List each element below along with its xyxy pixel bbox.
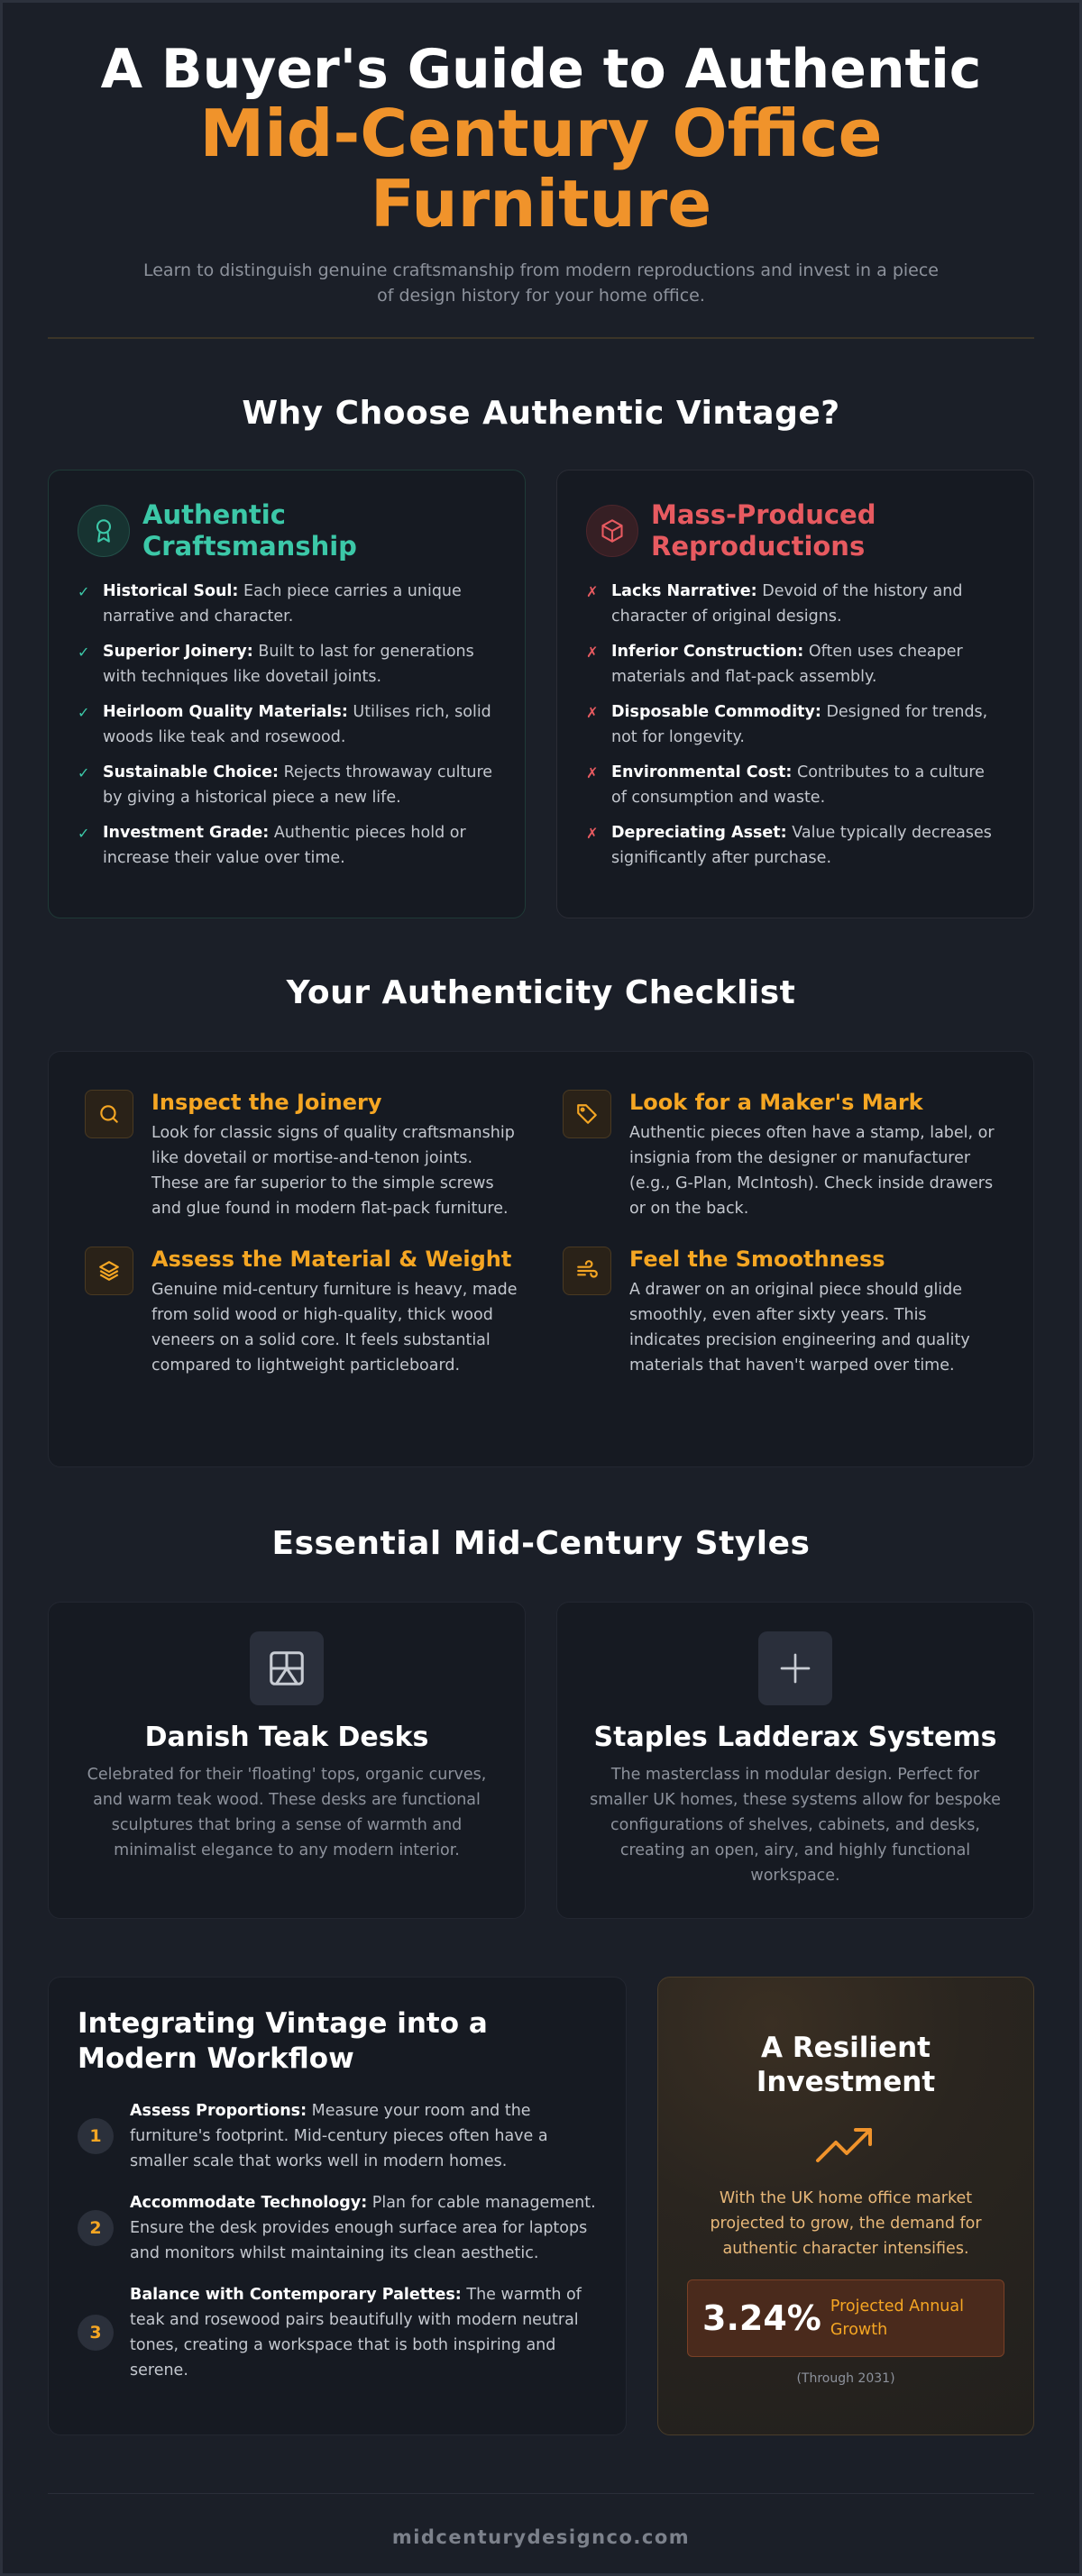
authentic-card (48, 470, 526, 918)
list-item (78, 760, 496, 810)
checklist-item (563, 1247, 997, 1378)
workflow-step (78, 2282, 597, 2383)
workflow-title: Integrating Vintage into a Modern Workflow (78, 2007, 488, 2076)
step-lead: Assess Proportions: (130, 2101, 307, 2120)
item-lead: Sustainable Choice: (103, 763, 279, 781)
step-lead: Balance with Contemporary Palettes: (130, 2285, 462, 2304)
checklist-item-text: A drawer on an original piece should glide smoothly, even after sixty years. This indicates precision engineering and quality materials that haven't warped over time. (629, 1281, 970, 1375)
list-item (586, 579, 1004, 629)
style-card-title: Danish Teak Desks (144, 1722, 429, 1754)
reproduction-list (586, 579, 1004, 871)
checklist-item-text: Authentic pieces often have a stamp, label, or insignia from the designer or manufacturer (e.g., G-Plan, McIntosh). Check inside drawers or on the back. (629, 1124, 995, 1219)
check-icon: ✓ (78, 824, 90, 842)
item-lead: Superior Joinery: (103, 642, 253, 661)
authentic-card-header (78, 499, 496, 562)
checklist-panel (48, 1051, 1034, 1467)
growth-stat-value: 3.24% (702, 2297, 821, 2338)
growth-stat-label: Projected Annual Growth (830, 2297, 964, 2339)
item-text: Value typically decreases significantly after purchase. (611, 823, 992, 867)
step-text (130, 2282, 597, 2383)
workflow-steps (78, 2098, 597, 2383)
check-icon: ✓ (78, 703, 90, 721)
check-icon: ✓ (78, 763, 90, 781)
list-item (78, 699, 496, 750)
step-body: The warmth of teak and rosewood pairs beautifully with modern neutral tones, creating a workspace that is both inspiring and serene. (130, 2285, 582, 2380)
checklist-item (85, 1247, 519, 1378)
item-text: Contributes to a culture of consumption and waste. (611, 763, 985, 807)
list-item (78, 639, 496, 690)
step-body: Measure your room and the furniture's footprint. Mid-century pieces often have a smaller scale that works well in modern homes. (130, 2101, 548, 2170)
plus-icon (758, 1631, 832, 1705)
item-lead: Inferior Construction: (611, 642, 804, 661)
item-text: Built to last for generations with techniques like dovetail joints. (103, 642, 474, 686)
item-text: Devoid of the history and character of original designs. (611, 581, 963, 626)
step-number: 2 (78, 2210, 114, 2246)
step-number: 3 (78, 2315, 114, 2351)
item-lead: Lacks Narrative: (611, 581, 757, 600)
investment-text: With the UK home office market projected to grow, the demand for authentic character intensifies. (710, 2188, 982, 2258)
item-lead: Depreciating Asset: (611, 823, 787, 842)
workflow-step (78, 2098, 597, 2174)
workflow-step (78, 2190, 597, 2266)
reproduction-card (556, 470, 1034, 918)
award-ribbon-icon (78, 505, 130, 557)
cross-icon: ✗ (586, 763, 599, 781)
item-text: Each piece carries a unique narrative and character. (103, 581, 462, 626)
footer-website: midcenturydesignco.com (391, 2526, 691, 2549)
layers-icon (85, 1247, 133, 1295)
header-divider (48, 337, 1034, 339)
list-item (586, 760, 1004, 810)
investment-title: A Resilient Investment (756, 2032, 936, 2098)
item-lead: Heirloom Quality Materials: (103, 702, 348, 721)
checklist-item-title: Look for a Maker's Mark (629, 1090, 923, 1116)
page-subtitle: Learn to distinguish genuine craftsmanship from modern reproductions and invest in a piece of design history for your home office. (142, 260, 939, 306)
reproduction-card-title: Mass-Produced Reproductions (651, 499, 876, 562)
style-card-text: Celebrated for their 'floating' tops, organic curves, and warm teak wood. These desks are functional sculptures that bring a sense of warmth and minimalist elegance to any modern interior. (87, 1766, 487, 1860)
item-text: Authentic pieces hold or increase their value over time. (103, 823, 466, 867)
cross-icon: ✗ (586, 703, 599, 721)
style-card (48, 1602, 526, 1919)
item-lead: Disposable Commodity: (611, 702, 821, 721)
authentic-list (78, 579, 496, 871)
investment-card (657, 1977, 1034, 2435)
checklist-item-title: Inspect the Joinery (151, 1090, 382, 1116)
search-icon (85, 1090, 133, 1138)
why-section-title: Why Choose Authentic Vintage? (242, 395, 840, 433)
item-lead: Historical Soul: (103, 581, 239, 600)
cross-icon: ✗ (586, 824, 599, 842)
cross-icon: ✗ (586, 582, 599, 600)
title-line-2: Mid-Century Office (199, 95, 883, 171)
bottom-row (48, 1977, 1034, 2435)
item-lead: Environmental Cost: (611, 763, 793, 781)
list-item (78, 820, 496, 871)
hero-header (48, 3, 1034, 308)
checklist-item-text: Look for classic signs of quality craftsmanship like dovetail or mortise-and-tenon joints. These are far superior to the simple screws and glue found in modern flat-pack furniture. (151, 1124, 515, 1219)
styles-cards (48, 1602, 1034, 1919)
step-text (130, 2190, 597, 2266)
page-title (48, 38, 1034, 242)
trending-up-icon (814, 2126, 877, 2166)
style-card-title: Staples Ladderax Systems (593, 1722, 997, 1754)
title-line-1: A Buyer's Guide to Authentic (100, 38, 982, 101)
style-card-text: The masterclass in modular design. Perfect for smaller UK homes, these systems allow for bespoke configurations of shelves, cabinets, and desks, creating an open, airy, and highly functional workspace. (590, 1766, 1001, 1886)
box-icon (586, 505, 638, 557)
item-text: Rejects throwaway culture by giving a historical piece a new life. (103, 763, 493, 807)
list-item (586, 820, 1004, 871)
step-lead: Accommodate Technology: (130, 2193, 368, 2212)
growth-stat-box (687, 2279, 1004, 2357)
checklist-section-title: Your Authenticity Checklist (286, 974, 796, 1012)
checklist-item (85, 1090, 519, 1221)
checklist-item-title: Assess the Material & Weight (151, 1247, 512, 1273)
item-text: Utilises rich, solid woods like teak and rosewood. (103, 702, 491, 746)
item-text: Designed for trends, not for longevity. (611, 702, 988, 746)
list-item (586, 639, 1004, 690)
checklist-item-title: Feel the Smoothness (629, 1247, 885, 1273)
desk-layout-icon (250, 1631, 324, 1705)
list-item (586, 699, 1004, 750)
title-line-3: Furniture (370, 165, 712, 242)
growth-stat-note: (Through 2031) (796, 2370, 895, 2386)
footer-divider (48, 2493, 1034, 2494)
workflow-card (48, 1977, 627, 2435)
authentic-card-title: Authentic Craftsmanship (142, 499, 357, 562)
style-card (556, 1602, 1034, 1919)
comparison-cards (48, 470, 1034, 918)
step-text (130, 2098, 597, 2174)
cross-icon: ✗ (586, 643, 599, 661)
checklist-item-text: Genuine mid-century furniture is heavy, made from solid wood or high-quality, thick wood veneers on a solid core. It feels substantial compared to lightweight particleboard. (151, 1281, 518, 1375)
step-body: Plan for cable management. Ensure the desk provides enough surface area for laptops and monitors whilst maintaining its clean aesthetic. (130, 2193, 596, 2262)
wind-icon (563, 1247, 611, 1295)
reproduction-card-header (586, 499, 1004, 562)
check-icon: ✓ (78, 643, 90, 661)
tag-icon (563, 1090, 611, 1138)
list-item (78, 579, 496, 629)
checklist-item (563, 1090, 997, 1221)
step-number: 1 (78, 2118, 114, 2154)
item-lead: Investment Grade: (103, 823, 270, 842)
item-text: Often uses cheaper materials and flat-pack assembly. (611, 642, 963, 686)
check-icon: ✓ (78, 582, 90, 600)
styles-section-title: Essential Mid-Century Styles (271, 1525, 811, 1563)
